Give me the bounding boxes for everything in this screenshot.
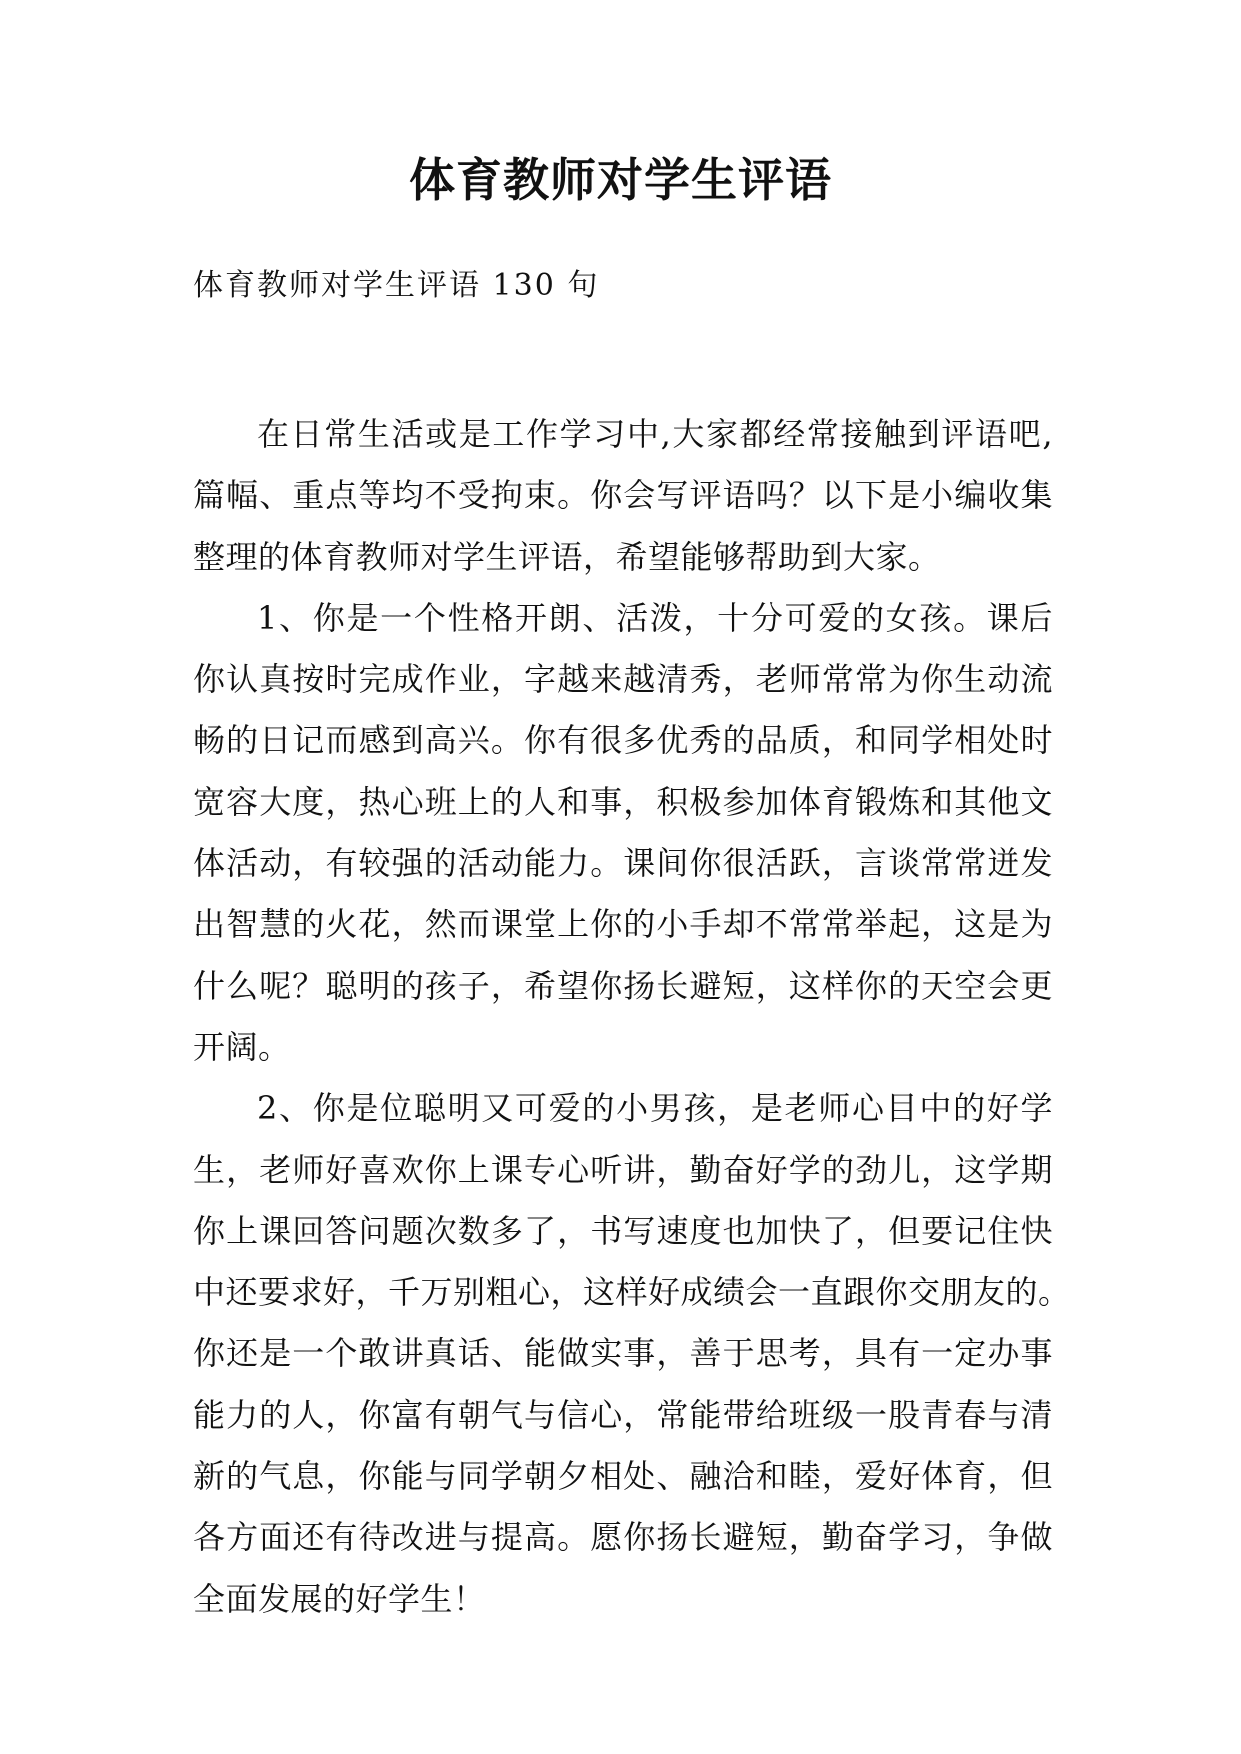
text-line: 宽容大度，热心班上的人和事，积极参加体育锻炼和其他文	[193, 782, 1053, 821]
text-line: 各方面还有待改进与提高。愿你扬长避短，勤奋学习，争做	[193, 1518, 1053, 1557]
text-line: 什么呢？聪明的孩子，希望你扬长避短，这样你的天空会更	[193, 966, 1053, 1005]
text-line: 你上课回答问题次数多了，书写速度也加快了，但要记住快	[193, 1211, 1053, 1250]
text-line: 1、你是一个性格开朗、活泼，十分可爱的女孩。课后	[257, 598, 1053, 637]
text-line: 篇幅、重点等均不受拘束。你会写评语吗？以下是小编收集	[193, 476, 1053, 515]
text-line: 畅的日记而感到高兴。你有很多优秀的品质，和同学相处时	[193, 721, 1053, 760]
text-line: 2、你是位聪明又可爱的小男孩，是老师心目中的好学	[257, 1089, 1053, 1128]
text-line: 你认真按时完成作业，字越来越清秀，老师常常为你生动流	[193, 660, 1053, 699]
text-line: 体活动，有较强的活动能力。课间你很活跃，言谈常常迸发	[193, 844, 1053, 883]
paragraph-intro	[193, 404, 1053, 588]
text-line: 生，老师好喜欢你上课专心听讲，勤奋好学的劲儿，这学期	[193, 1150, 1053, 1189]
document-subtitle: 体育教师对学生评语 130 句	[193, 268, 600, 303]
text-line: 能力的人，你富有朝气与信心，常能带给班级一股青春与清	[193, 1395, 1053, 1434]
document-body	[193, 404, 1071, 1630]
document-title: 体育教师对学生评语	[409, 153, 832, 207]
text-line: 中还要求好，千万别粗心，这样好成绩会一直跟你交朋友的。	[193, 1273, 1071, 1312]
text-line: 整理的体育教师对学生评语，希望能够帮助到大家。	[193, 537, 941, 576]
text-line: 全面发展的好学生！	[193, 1579, 486, 1618]
text-line: 在日常生活或是工作学习中,大家都经常接触到评语吧,	[257, 415, 1053, 453]
text-line: 新的气息，你能与同学朝夕相处、融洽和睦，爱好体育，但	[193, 1457, 1053, 1496]
text-line: 开阔。	[193, 1027, 291, 1066]
text-line: 出智慧的火花，然而课堂上你的小手却不常常举起，这是为	[193, 905, 1053, 944]
paragraph-comment-1	[193, 588, 1053, 1078]
text-line: 你还是一个敢讲真话、能做实事，善于思考，具有一定办事	[193, 1334, 1053, 1373]
paragraph-comment-2	[193, 1078, 1071, 1630]
